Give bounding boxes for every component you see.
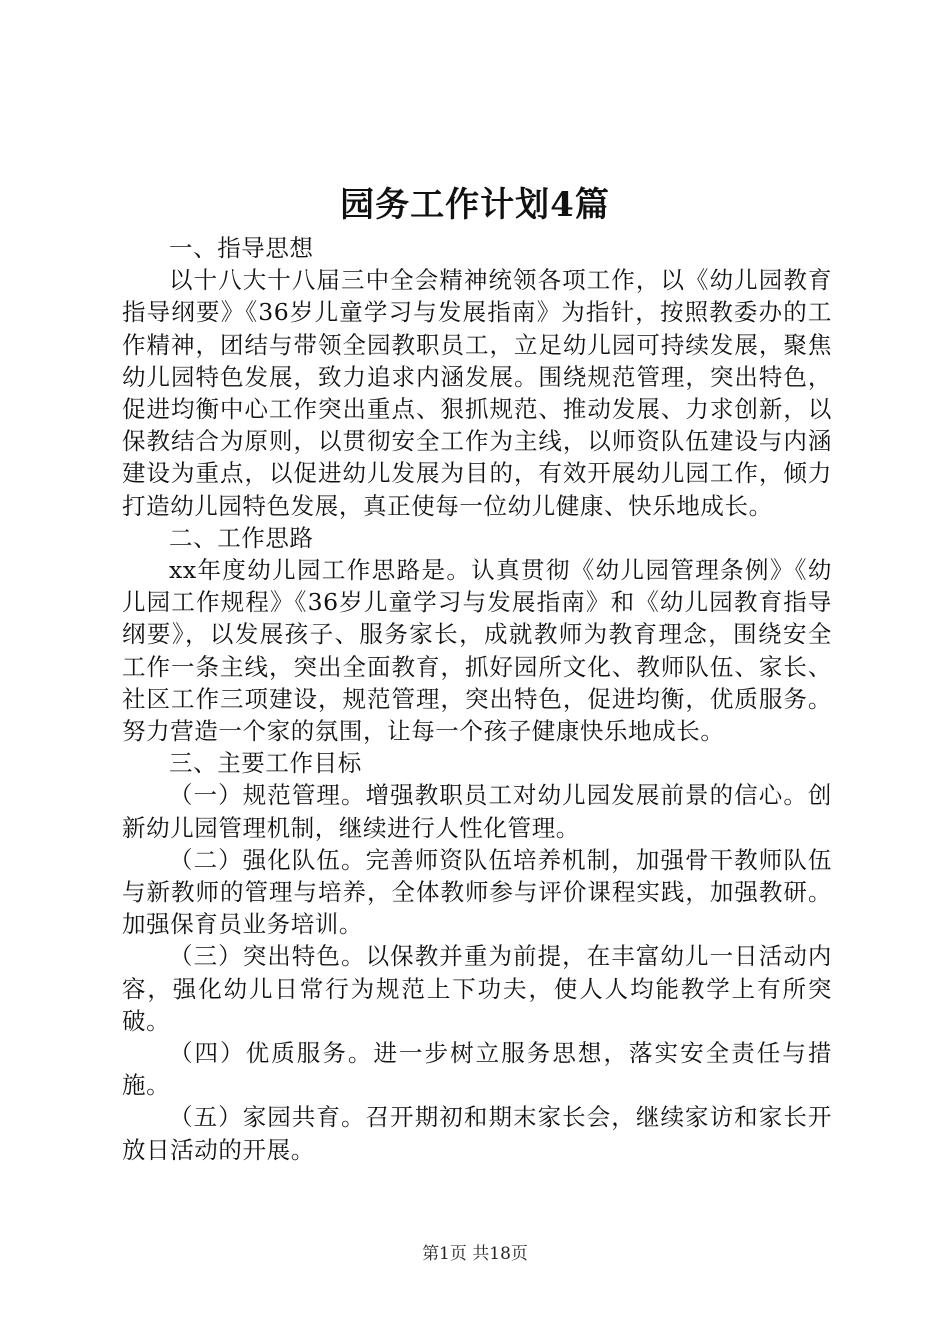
page-footer: 第1页 共18页 (422, 1244, 528, 1264)
section-heading-main-goals: 三、主要工作目标 (169, 749, 362, 778)
document-title: 园务工作计划4篇 (340, 185, 610, 225)
document-body (122, 232, 832, 1166)
paragraph-work-approach: xx年度幼儿园工作思路是。认真贯彻《幼儿园管理条例》《幼儿园工作规程》《36岁儿童学习与发展指南》和《幼儿园教育指导纲要》，以发展孩子、服务家长，成就教师为教育理念，围绕安全工作一条主线，突出全面教育，抓好园所文化、教师队伍、家长、社区工作三项建设，规范管理，突出特色，促进均衡，优质服务。努力营造一个家的氛围，让每一个孩子健康快乐地成长。 (122, 556, 832, 746)
goal-item-3: （三）突出特色。以保教并重为前提，在丰富幼儿一日活动内容，强化幼儿日常行为规范上下功夫，使人人均能教学上有所突破。 (122, 942, 832, 1035)
goal-item-2: （二）强化队伍。完善师资队伍培养机制，加强骨干教师队伍与新教师的管理与培养，全体教师参与评价课程实践，加强教研。加强保育员业务培训。 (122, 845, 832, 939)
goal-item-1: （一）规范管理。增强教职员工对幼儿园发展前景的信心。创新幼儿园管理机制，继续进行人性化管理。 (122, 781, 832, 842)
goal-item-5: （五）家园共育。召开期初和期末家长会，继续家访和家长开放日活动的开展。 (122, 1103, 832, 1164)
goal-item-4: （四）优质服务。进一步树立服务思想，落实安全责任与措施。 (122, 1039, 832, 1100)
section-heading-guiding-ideology: 一、指导思想 (169, 234, 314, 262)
paragraph-guiding-ideology: 以十八大十八届三中全会精神统领各项工作，以《幼儿园教育指导纲要》《36岁儿童学习与发展指南》为指针，按照教委办的工作精神，团结与带领全园教职员工，立足幼儿园可持续发展，聚焦幼儿园特色发展，致力追求内涵发展。围绕规范管理，突出特色，促进均衡中心工作突出重点、狠抓规范、推动发展、力求创新，以保教结合为原则，以贯彻安全工作为主线，以师资队伍建设与内涵建设为重点，以促进幼儿发展为目的，有效开展幼儿园工作，倾力打造幼儿园特色发展，真正使每一位幼儿健康、快乐地成长。 (122, 266, 832, 520)
section-heading-work-approach: 二、工作思路 (169, 523, 314, 552)
